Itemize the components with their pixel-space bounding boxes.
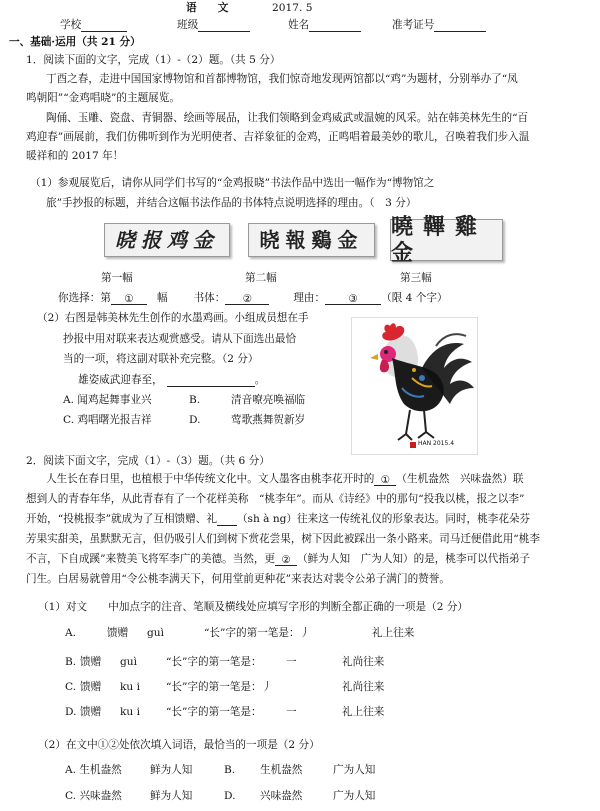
- name-label: 姓名: [288, 19, 310, 31]
- q2-sub2-opt-b-label: B.: [224, 764, 236, 776]
- q2-paragraph-line: 芳果实甜美，虽默默无言，但仍吸引人们到树下赏花尝果，树下因此被踩出一条小路来。司马迁便借此用“桃李: [26, 533, 540, 545]
- option-b: 清音嘹亮唤福临: [231, 394, 306, 406]
- q2-opt2-pinyin: guì: [120, 656, 137, 668]
- q2-opt4-word: 馈赠: [80, 706, 102, 718]
- couplet-first-half: 雄姿威武迎春至，: [78, 374, 163, 386]
- q2-text: （sh à ng）往来这一传统礼仪的形象表达。同时，桃李花朵芬: [236, 513, 531, 525]
- q2-blank-2: [275, 554, 297, 566]
- q2-opt1-label: A.: [65, 627, 77, 639]
- calligraphy-work-1: 晓报鸡金: [104, 223, 230, 257]
- q2-text: 不言，下自成蹊”来赞美飞将军李广的美德。当然，更: [26, 553, 276, 565]
- calligraphy-work-2: 晓報鷄金: [248, 223, 375, 257]
- choice-prefix: 你选择：第: [58, 292, 111, 304]
- word-limit-note: （限 4 个字）: [381, 292, 448, 304]
- rooster-painting: [351, 317, 478, 455]
- q2-opt3-label: C.: [65, 681, 77, 693]
- q2-text: （鲜为人知 广为人知）的是，桃李可以代指弟子: [297, 553, 531, 565]
- q2-sub1: （1）对文 中加点字的注音、笔顺及横线处应填写字形的判断全都正确的一项是（2 分）: [38, 601, 469, 613]
- school-label: 学校: [60, 19, 82, 31]
- q2-text: 开始，“投桃报李”就成为了互相馈赠、礼: [26, 513, 217, 525]
- exam-no-label: 准考证号: [392, 19, 435, 31]
- q2-opt1-word: 馈赠: [107, 627, 129, 639]
- painting-signature: HAN 2015.4: [418, 440, 455, 447]
- q2-text: 人生长在春日里，也植根于中华传统文化中。文人墨客由桃李花开时的: [46, 473, 375, 485]
- q1-sub1-line: （1）参观展览后，请你从同学们书写的“金鸡报晓”书法作品中选出一幅作为“博物馆之: [30, 177, 435, 189]
- q2-sub2-opt-b-b: 广为人知: [333, 764, 376, 776]
- q2-sub2-opt-a-b: 鲜为人知: [150, 764, 193, 776]
- q1-sub2-line: （2）右图是韩美林先生创作的水墨鸡画。小组成员想在手: [37, 312, 309, 324]
- q2-sub2: （2）在文中①②处依次填入词语，最恰当的一项是（2 分）: [38, 739, 320, 751]
- q2-opt2-word: 馈赠: [80, 656, 102, 668]
- option-a: A. 闻鸡起舞事业兴: [63, 394, 152, 406]
- q2-opt4-fill: 礼上往来: [342, 706, 385, 718]
- q2-paragraph-line: [26, 553, 530, 566]
- q2-blank-1: [374, 474, 396, 486]
- q1-sub2-line: 抄报中用对联来表达观赏感受。请从下面选出最恰: [63, 333, 297, 345]
- q1-paragraph-line: 陶俑、玉雕、瓷盘、青铜器、绘画等展品，让我们领略到金鸡威武或温婉的风采。站在韩美林先生的“百: [46, 112, 529, 124]
- q1-paragraph-line: 鸡迎春”画展前，我们仿佛听到作为光明使者、吉祥象征的金鸡，正鸣唱着最美妙的歌儿，召唤着我们步入温: [26, 131, 530, 143]
- q2-opt4-mark: 一: [286, 706, 297, 718]
- school-field: [60, 19, 127, 32]
- class-label: 班级: [177, 19, 199, 31]
- q2-blank-2-number: ②: [281, 553, 291, 566]
- q2-opt3-stroke: “长”字的第一笔是：丿: [166, 681, 273, 693]
- q1-paragraph-line: 鸣朝阳”“金鸡唱晓”的主题展览。: [26, 92, 180, 104]
- blank-1: [111, 293, 147, 305]
- q2-opt1-pinyin: guì: [147, 627, 164, 639]
- q2-opt2-label: B.: [65, 656, 77, 668]
- q2-opt3-pinyin: ku i: [120, 681, 140, 693]
- q2-opt4-label: D.: [65, 706, 77, 718]
- q2-text: （生机盎然 兴味盎然）联: [396, 473, 524, 485]
- choice-unit: 幅: [156, 292, 168, 304]
- q2-sub2-opt-c: C. 兴味盎然: [65, 790, 122, 802]
- q2-opt3-word: 馈赠: [80, 681, 102, 693]
- couplet-line: [78, 374, 265, 387]
- q2-sub2-opt-b: 生机盎然: [260, 764, 303, 776]
- q1-title: 1．阅读下面的文字，完成（1）-（2）题。（共 5 分）: [26, 54, 281, 66]
- class-field: [177, 19, 250, 32]
- reason-label: 理由：: [293, 292, 326, 304]
- q2-opt4-stroke: “长”字的第一笔是：: [166, 706, 262, 718]
- q2-sub2-opt-d: 兴味盎然: [260, 790, 303, 802]
- q2-sub2-opt-d-b: 广为人知: [333, 790, 376, 802]
- q2-paragraph-line: [46, 473, 524, 486]
- q2-paragraph-line: 想到人的青春年华，从此青春有了一个花样美称 “桃李年”。而从《诗经》中的那句“投我以桃，报之以李”: [26, 493, 525, 505]
- subject-title: 语 文: [186, 2, 229, 14]
- caption-work-2: 第二幅: [245, 272, 277, 284]
- q1-paragraph-line: 暖祥和的 2017 年！: [26, 150, 124, 162]
- exam-no-blank: [434, 20, 486, 32]
- name-blank: [309, 20, 361, 32]
- blank-3: [325, 293, 381, 305]
- option-c: C. 鸡唱曙光报吉祥: [63, 414, 152, 426]
- q2-paragraph-line: [26, 513, 530, 526]
- q2-title: 2．阅读下面文字，完成（1）-（3）题。（共 6 分）: [26, 455, 270, 467]
- q1-paragraph-line: 丁酉之春，走进中国国家博物馆和首都博物馆，我们惊奇地发现两馆都以“鸡”为题材，分别举办了“凤: [46, 73, 518, 85]
- q2-blank-shang: [217, 514, 237, 526]
- q2-paragraph-line: 门生。白居易就曾用“令公桃李满天下，何用堂前更种花”来表达对裴令公弟子满门的赞誉。: [26, 573, 450, 585]
- q2-sub2-opt-d-label: D.: [224, 790, 236, 802]
- blank-1-number: ①: [124, 292, 134, 305]
- caption-work-1: 第一幅: [101, 272, 133, 284]
- section-title: 一、基础·运用（共 21 分）: [9, 36, 141, 48]
- school-blank: [81, 20, 127, 32]
- q2-opt2-stroke: “长”字的第一笔是：: [166, 656, 262, 668]
- q2-opt1-fill: 礼上往来: [372, 627, 415, 639]
- rooster-illustration: [352, 318, 477, 454]
- choice-line: [58, 292, 448, 305]
- name-field: [288, 19, 361, 32]
- q2-sub2-opt-c-b: 鲜为人知: [150, 790, 193, 802]
- couplet-end: 。: [254, 374, 266, 386]
- calligraphy-work-3: 曉鞸雞金: [390, 219, 503, 261]
- couplet-blank: [167, 375, 255, 387]
- option-d-label: D.: [189, 414, 201, 426]
- exam-no-field: [392, 19, 486, 32]
- q1-sub2-line: 当的一项，将这副对联补充完整。（2 分）: [63, 353, 259, 365]
- script-label: 书体：: [193, 292, 226, 304]
- class-blank: [198, 20, 250, 32]
- q2-opt2-mark: 一: [286, 656, 297, 668]
- exam-date: 2017. 5: [272, 2, 313, 14]
- option-b-label: B.: [189, 394, 201, 406]
- blank-3-number: ③: [348, 292, 358, 305]
- blank-2-number: ②: [242, 292, 253, 305]
- caption-work-3: 第三幅: [400, 272, 432, 284]
- option-d: 莺歌燕舞贺新岁: [231, 414, 306, 426]
- q2-opt2-fill: 礼尚往来: [342, 656, 385, 668]
- q2-opt3-fill: 礼尚往来: [342, 681, 385, 693]
- q2-sub2-opt-a: A. 生机盎然: [65, 764, 122, 776]
- blank-2: [225, 293, 269, 305]
- q2-opt4-pinyin: ku i: [120, 706, 140, 718]
- q2-opt1-stroke: “长”字的第一笔是：丿: [204, 627, 311, 639]
- q2-blank-1-number: ①: [380, 473, 391, 486]
- q1-sub1-line: 旅”手抄报的标题，并结合这幅书法作品的书体特点说明选择的理由。（ 3 分）: [46, 197, 417, 209]
